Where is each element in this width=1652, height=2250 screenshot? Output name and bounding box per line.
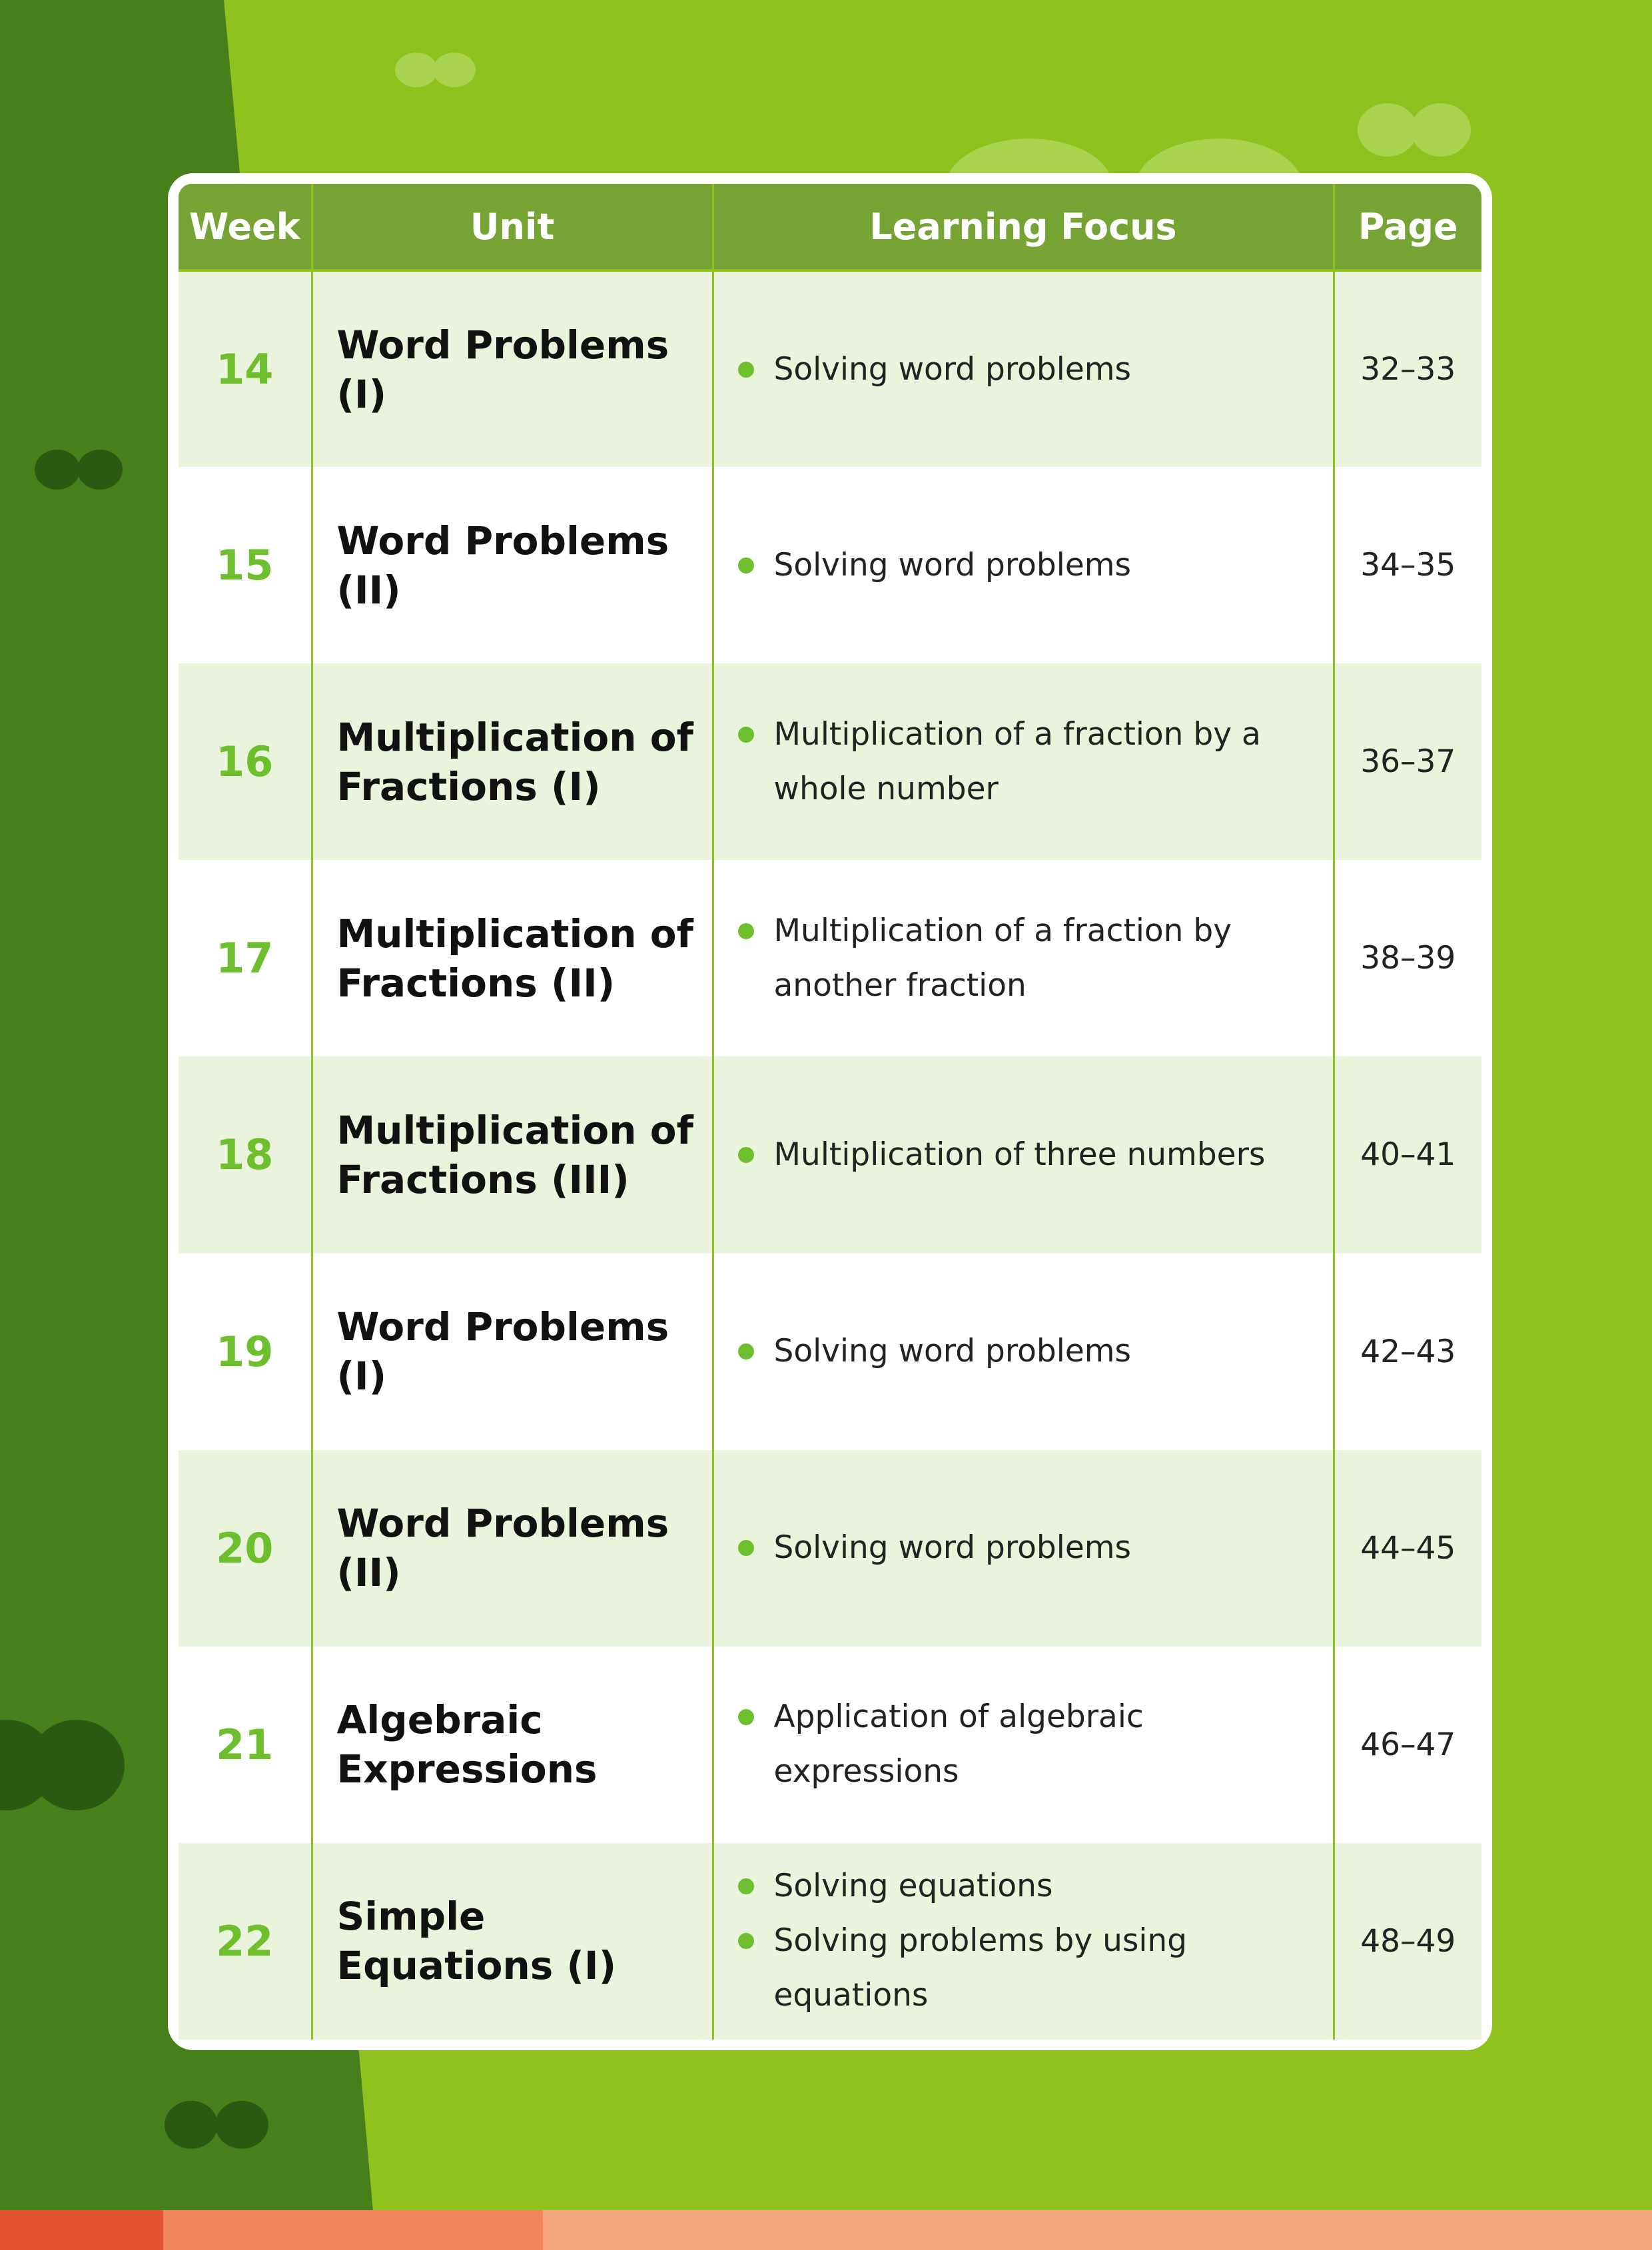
table-row — [179, 1254, 1481, 1450]
learning-focus-text: Solving word problems — [773, 1529, 1132, 1567]
header-page: Page — [1334, 184, 1481, 270]
learning-focus-cell — [713, 1254, 1334, 1450]
page-range: 42–43 — [1334, 1254, 1481, 1450]
page-range: 34–35 — [1334, 467, 1481, 663]
learning-focus-cell — [713, 1843, 1334, 2040]
decorative-blob-top-light — [393, 50, 480, 90]
learning-focus-item — [735, 1914, 1313, 2023]
schedule-card — [168, 173, 1492, 2050]
learning-focus-text: Multiplication of a fraction by another fraction — [773, 912, 1232, 1004]
table-row — [179, 467, 1481, 663]
unit-title: Multiplication of Fractions (II) — [312, 860, 713, 1056]
bullet-icon — [738, 1343, 754, 1359]
table-row — [179, 1450, 1481, 1647]
bullet-icon — [738, 1540, 754, 1556]
table-row — [179, 1843, 1481, 2040]
learning-focus-item — [735, 1690, 1313, 1799]
learning-focus-item — [735, 342, 1313, 397]
page-range: 40–41 — [1334, 1056, 1481, 1253]
bullet-icon — [738, 362, 754, 378]
page-range: 48–49 — [1334, 1843, 1481, 2040]
unit-title: Word Problems (I) — [312, 270, 713, 467]
bullet-icon — [738, 1147, 754, 1163]
learning-focus-text: Solving equations — [773, 1868, 1053, 1905]
week-number: 15 — [216, 541, 274, 590]
learning-focus-text: Solving word problems — [773, 350, 1132, 388]
bottom-stripe-segment-3 — [543, 2210, 1652, 2250]
table-row — [179, 270, 1481, 467]
learning-focus-text: Multiplication of a fraction by a whole number — [773, 715, 1261, 807]
table-header-row — [179, 184, 1481, 270]
bullet-icon — [738, 923, 754, 939]
decorative-blob-left-upper — [33, 446, 127, 493]
unit-title: Word Problems (II) — [312, 467, 713, 663]
learning-focus-cell — [713, 1647, 1334, 1843]
table-row — [179, 1056, 1481, 1253]
page-range: 44–45 — [1334, 1450, 1481, 1647]
learning-focus-cell — [713, 467, 1334, 663]
unit-title: Word Problems (II) — [312, 1450, 713, 1647]
unit-title: Multiplication of Fractions (III) — [312, 1056, 713, 1253]
week-number: 14 — [216, 345, 274, 394]
learning-focus-cell — [713, 1056, 1334, 1253]
bottom-stripe-segment-1 — [0, 2210, 163, 2250]
week-number: 20 — [216, 1523, 274, 1573]
learning-focus-text: Solving problems by using equations — [773, 1922, 1188, 2014]
unit-title: Multiplication of Fractions (I) — [312, 663, 713, 860]
page-range: 36–37 — [1334, 663, 1481, 860]
unit-title: Simple Equations (I) — [312, 1843, 713, 2040]
decorative-blob-bottom-left — [163, 2098, 270, 2151]
table-row — [179, 1647, 1481, 1843]
learning-focus-item — [735, 1324, 1313, 1379]
header-unit: Unit — [312, 184, 713, 270]
learning-focus-list — [735, 707, 1313, 817]
learning-focus-item — [735, 1521, 1313, 1575]
bullet-icon — [738, 727, 754, 743]
decorative-blob-left-lower — [0, 1712, 127, 1818]
week-number: 18 — [216, 1130, 274, 1180]
header-learning-focus: Learning Focus — [713, 184, 1334, 270]
page-range: 38–39 — [1334, 860, 1481, 1056]
learning-focus-cell — [713, 1450, 1334, 1647]
learning-focus-text: Solving word problems — [773, 546, 1132, 583]
learning-focus-list — [735, 538, 1313, 593]
bullet-icon — [738, 1933, 754, 1949]
learning-focus-list — [735, 1128, 1313, 1182]
page-range: 46–47 — [1334, 1647, 1481, 1843]
week-number: 17 — [216, 934, 274, 983]
header-week: Week — [179, 184, 312, 270]
table-row — [179, 860, 1481, 1056]
learning-focus-cell — [713, 663, 1334, 860]
learning-focus-text: Application of algebraic expressions — [773, 1698, 1144, 1790]
learning-focus-list — [735, 1521, 1313, 1575]
learning-focus-item — [735, 1859, 1313, 1914]
week-number: 16 — [216, 737, 274, 787]
decorative-blob-top-right — [1356, 100, 1475, 160]
learning-focus-cell — [713, 270, 1334, 467]
learning-focus-item — [735, 538, 1313, 593]
learning-focus-text: Multiplication of three numbers — [773, 1136, 1266, 1173]
page-range: 32–33 — [1334, 270, 1481, 467]
learning-focus-cell — [713, 860, 1334, 1056]
week-number: 22 — [216, 1916, 274, 1966]
learning-focus-list — [735, 342, 1313, 397]
learning-focus-list — [735, 1324, 1313, 1379]
learning-focus-item — [735, 707, 1313, 817]
week-number: 19 — [216, 1327, 274, 1376]
unit-title: Word Problems (I) — [312, 1254, 713, 1450]
bullet-icon — [738, 1709, 754, 1725]
bottom-stripe-segment-2 — [163, 2210, 543, 2250]
learning-focus-item — [735, 1128, 1313, 1182]
week-number: 21 — [216, 1720, 274, 1769]
bullet-icon — [738, 558, 754, 573]
learning-focus-text: Solving word problems — [773, 1333, 1132, 1370]
learning-focus-list — [735, 1859, 1313, 2023]
learning-focus-list — [735, 1690, 1313, 1799]
bullet-icon — [738, 1878, 754, 1894]
learning-focus-item — [735, 904, 1313, 1013]
schedule-table — [179, 184, 1481, 2040]
table-row — [179, 663, 1481, 860]
unit-title: Algebraic Expressions — [312, 1647, 713, 1843]
learning-focus-list — [735, 904, 1313, 1013]
